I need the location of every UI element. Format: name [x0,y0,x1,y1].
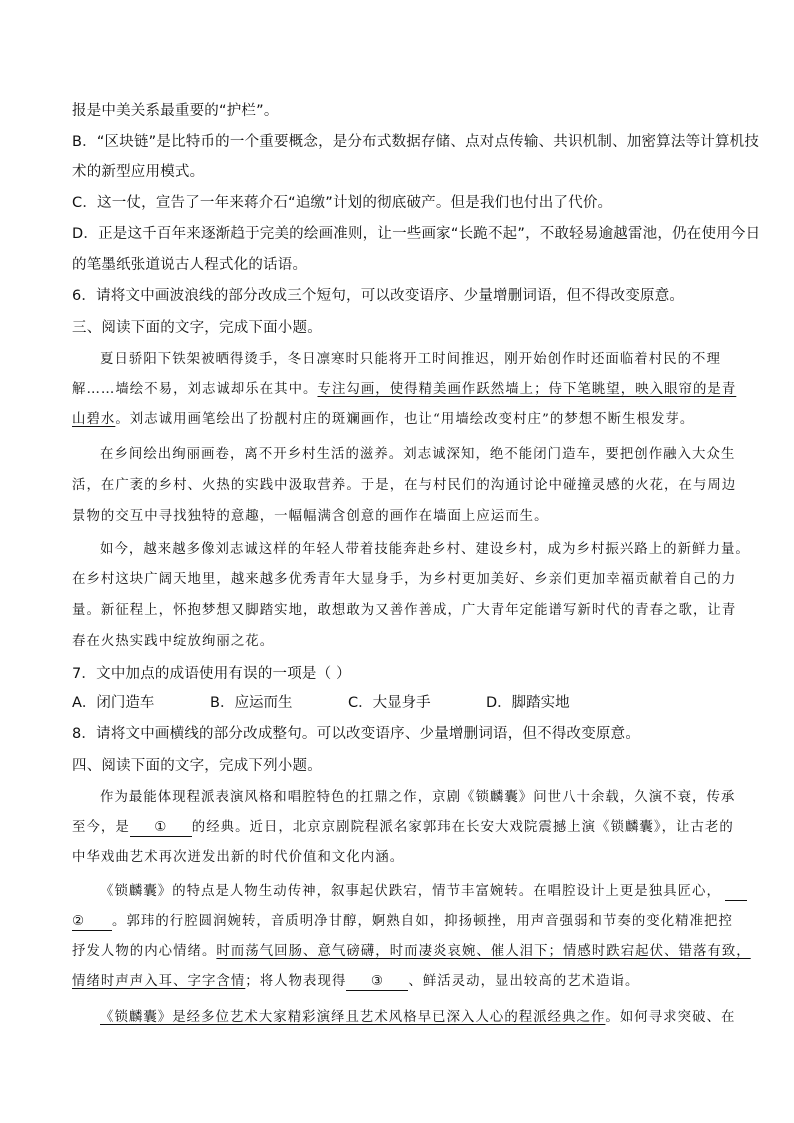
blank-3: ③ [346,974,408,991]
option-a-tail: 报是中美关系最重要的“护栏”。 [72,103,279,119]
blank-2-lead [725,884,747,901]
s4-para1-text-cont: 的经典。近日，北京京剧院程派名家郭玮在长安大戏院震撼上演《锁麟囊》，让古老的 [191,820,734,835]
s4-para2-text-end: 、鲜活灵动，显出较高的艺术造诣。 [408,974,640,989]
option-b-line2: 术的新型应用模式。 [72,164,205,180]
s3-para1-line2 [72,380,736,400]
s4-para3-line1 [100,1008,735,1028]
blank-2: ② [72,914,112,931]
s4-para2-line3 [72,942,751,962]
s4-para1-text: 至今，是 [72,820,130,835]
question-8: 8．请将文中画横线的部分改成整句。可以改变语序、少量增删词语，但不得改变原意。 [72,726,641,742]
s4-para3-underlined: 《锁麟囊》是经多位艺术大家精彩演绎且艺术风格早已深入人心的程派经典之作 [100,1010,606,1025]
s3-para3-line4: 春在火热实践中绽放绚丽之花。 [72,634,275,649]
s4-para1-line3: 中华戏曲艺术再次迸发出新的时代价值和文化内涵。 [72,850,405,865]
blank-1: ① [130,820,192,837]
s4-para3-text: 。如何寻求突破、在 [605,1010,736,1025]
s4-para2-text: 《锁麟囊》的特点是人物生动传神，叙事起伏跌宕，情节丰富婉转。在唱腔设计上更是独具匠心， [100,884,721,899]
s3-para2-line2: 活，在广袤的乡村、火热的实践中汲取营养。于是，在与村民们的沟通讨论中碰撞灵感的火花，在与周边 [72,478,737,493]
s4-para2-text-pre: ；将人物表现得 [245,974,347,989]
option-d-line1: D．正是这千百年来逐渐趋于完美的绘画准则，让一些画家“长跪不起”，不敢轻易逾越雷池，仍在使用今日 [72,226,761,242]
q7-option-d: D．脚踏实地 [486,695,570,711]
section-3-heading: 三、阅读下面的文字，完成下面小题。 [72,320,322,336]
s4-para1-line1: 作为最能体现程派表演风格和唱腔特色的扛鼎之作，京剧《锁麟囊》问世八十余载，久演不衰，传承 [100,790,736,805]
option-b-line1: B．“区块链”是比特币的一个重要概念，是分布式数据存储、点对点传输、共识机制、加密算法等计算机技 [72,134,760,150]
s4-para1-line2 [72,818,734,838]
option-d-line2: 的笔墨纸张道说古人程式化的话语。 [72,257,308,273]
s4-para2-line1 [100,882,747,902]
question-7: 7．文中加点的成语使用有误的一项是（ ） [72,666,351,682]
s4-para2-line2 [72,912,733,932]
s4-para2-text-cont: 。郭玮的行腔圆润婉转，音质明净甘醇，婀熟自如，抑扬顿挫，用声音强弱和节奏的变化精准把控 [112,914,733,929]
s3-underlined-text-end: 山碧水 [72,412,116,427]
s4-underlined-text-end: 情绪时声声入耳、字字含情 [72,974,246,989]
s3-para1-text-end: 。刘志诚用画笔绘出了扮靓村庄的斑斓画作，也让“用墙绘改变村庄”的梦想不断生根发芽。 [115,412,695,427]
option-c: C．这一仗，宣告了一年来蒋介石“追缴”计划的彻底破产。但是我们也付出了代价。 [72,195,613,211]
s4-para2-text-mid: 抒发人物的内心情绪。 [72,944,217,959]
q7-option-c: C．大显身手 [348,695,431,711]
s3-para1-line1: 夏日骄阳下铁架被晒得烫手，冬日凛寒时只能将开工时间推迟，刚开始创作时还面临着村民的不理 [100,352,721,367]
section-4-heading: 四、阅读下面的文字，完成下列小题。 [72,758,322,774]
s3-para3-line1: 如今，越来越多像刘志诚这样的年轻人带着技能奔赴乡村、建设乡村，成为乡村振兴路上的新鲜力量。 [100,542,750,557]
s3-para2-line1: 在乡间绘出绚丽画卷，离不开乡村生活的滋养。刘志诚深知，绝不能闭门造车，要把创作融入大众生 [100,447,736,462]
s3-para2-line3: 景物的交互中寻找独特的意趣，一幅幅满含创意的画作在墙面上应运而生。 [72,509,549,524]
question-6: 6．请将文中画波浪线的部分改成三个短句，可以改变语序、少量增删词语，但不得改变原意。 [72,288,685,304]
s3-para3-line3: 量。新征程上，怀抱梦想又脚踏实地，敢想敢为又善作善成，广大青年定能谱写新时代的青春之歌，让青 [72,603,737,618]
s4-para2-line4 [72,972,639,992]
s3-underlined-text: 专注勾画，使得精美画作跃然墙上；侍下笔眺望，映入眼帘的是青 [317,382,737,397]
s4-underlined-text: 时而荡气回肠、意气磅礴，时而凄炎哀婉、催人泪下；情感时跌宕起伏、错落有致， [216,944,751,959]
s3-para1-text: 解……墙绘不易，刘志诚却乐在其中。 [72,382,318,397]
q7-option-b: B．应运而生 [210,695,293,711]
s3-para3-line2: 在乡村这块广阔天地里，越来越多优秀青年大显身手，为乡村更加美好、乡亲们更加幸福贡献着自己的力 [72,572,737,587]
q7-option-a: A．闭门造车 [72,695,155,711]
s3-para1-line3 [72,410,694,430]
